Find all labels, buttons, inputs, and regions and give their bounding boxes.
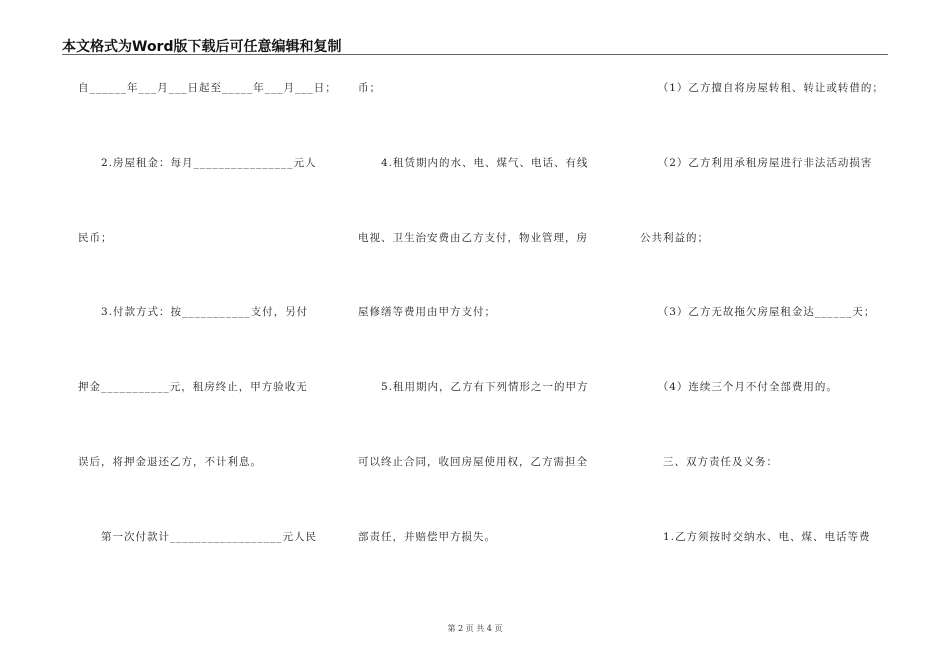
paragraph-line: （1）乙方擅自将房屋转租、转让或转借的； [640, 82, 884, 94]
paragraph-line: （2）乙方利用承租房屋进行非法活动损害 [640, 157, 873, 169]
paragraph-line: 4.租赁期内的水、电、煤气、电话、有线 [358, 157, 589, 169]
paragraph-line: （4）连续三个月不付全部费用的。 [640, 381, 838, 393]
paragraph-line: 误后，将押金退还乙方，不计利息。 [78, 456, 262, 468]
paragraph-line: 第一次付款计__________________元人民 [78, 531, 317, 543]
paragraph-line: 1.乙方须按时交纳水、电、煤、电话等费 [640, 531, 871, 543]
paragraph-line: 币； [358, 82, 381, 94]
paragraph-line: 屋修缮等费用由甲方支付； [358, 306, 496, 318]
paragraph-line: 3.付款方式：按___________支付，另付 [78, 306, 309, 318]
paragraph-line: 自______年___月___日起至_____年___月___日； [78, 82, 337, 94]
paragraph-line: （3）乙方无故拖欠房屋租金达______天； [640, 306, 876, 318]
page-number-footer: 第 2 页 共 4 页 [447, 624, 503, 633]
paragraph-line: 2.房屋租金：每月________________元人 [78, 157, 317, 169]
paragraph-line: 可以终止合同，收回房屋使用权，乙方需担全 [358, 456, 588, 468]
paragraph-line: 电视、卫生治安费由乙方支付，物业管理，房 [358, 232, 588, 244]
header-divider [62, 54, 888, 55]
document-header-title: 本文格式为Word版下载后可任意编辑和复制 [62, 39, 342, 55]
paragraph-line: 公共利益的； [640, 232, 709, 244]
paragraph-line: 民币； [78, 232, 113, 244]
paragraph-line: 部责任，并赔偿甲方损失。 [358, 531, 496, 543]
paragraph-line: 押金___________元，租房终止，甲方验收无 [78, 381, 308, 393]
paragraph-line: 三、双方责任及义务： [640, 456, 778, 468]
paragraph-line: 5.租用期内，乙方有下列情形之一的甲方 [358, 381, 589, 393]
